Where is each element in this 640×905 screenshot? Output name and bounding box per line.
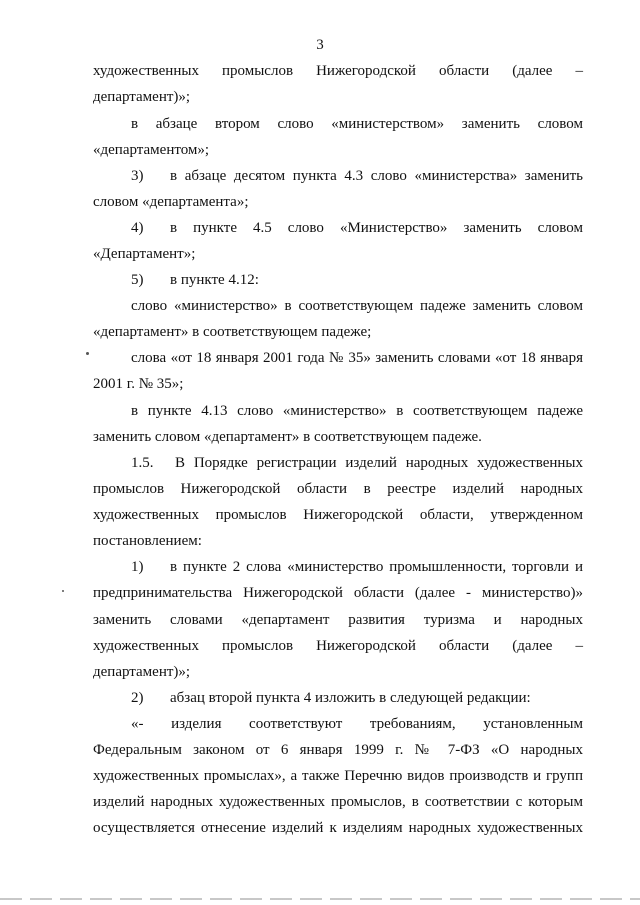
text-line: художественных промыслов Нижегородской области, утвержденном (93, 507, 583, 523)
page-number: 3 (316, 37, 324, 53)
text-line: предпринимательства Нижегородской области (далее - министерство)» (93, 585, 583, 601)
list-marker: 5) (131, 272, 144, 288)
text-line: департамент)»; (93, 89, 191, 105)
text-line: изделий народных художественных промыслов, в соответствии с которым (93, 794, 583, 810)
text-line: постановлением: (93, 533, 202, 549)
text-line: в абзаце десятом пункта 4.3 слово «министерства» заменить (170, 168, 583, 184)
text-line: В Порядке регистрации изделий народных художественных (175, 455, 583, 471)
text-line: художественных промыслов Нижегородской области (далее – (93, 638, 583, 654)
text-line: промыслов Нижегородской области в реестре изделий народных (93, 481, 583, 497)
text-line: словом «департамента»; (93, 194, 249, 210)
list-marker: 1) (131, 559, 144, 575)
list-marker: 2) (131, 690, 144, 706)
text-line: в абзаце втором слово «министерством» заменить словом (131, 116, 583, 132)
text-line: Федеральным законом от 6 января 1999 г. № 7-ФЗ «О народных (93, 742, 583, 758)
text-line: художественных промыслов Нижегородской области (далее – (93, 63, 583, 79)
text-line: в пункте 4.13 слово «министерство» в соответствующем падеже (131, 403, 583, 419)
text-line: в пункте 4.5 слово «Министерство» заменить словом (170, 220, 583, 236)
text-line: абзац второй пункта 4 изложить в следующей редакции: (170, 690, 531, 706)
text-line: слово «министерство» в соответствующем падеже заменить словом (131, 298, 583, 314)
text-line: «Департамент»; (93, 246, 196, 262)
text-line: заменить словами «департамент развития туризма и народных (93, 612, 583, 628)
text-line: департамент)»; (93, 664, 191, 680)
scan-edge-artifact (0, 898, 640, 900)
section-number: 1.5. (131, 455, 154, 471)
text-line: художественных промыслах», а также Перечню видов производств и групп (93, 768, 583, 784)
text-line: в пункте 2 слова «министерство промышленности, торговли и (170, 559, 583, 575)
list-marker: 3) (131, 168, 144, 184)
text-line: «- изделия соответствуют требованиям, установленным (131, 716, 583, 732)
text-line: «департаментом»; (93, 142, 210, 158)
scan-speck (86, 352, 89, 355)
text-line: 2001 г. № 35»; (93, 376, 184, 392)
text-line: слова «от 18 января 2001 года № 35» заменить словами «от 18 января (131, 350, 583, 366)
text-line: в пункте 4.12: (170, 272, 259, 288)
text-line: осуществляется отнесение изделий к изделиям народных художественных (93, 820, 583, 836)
text-line: заменить словом «департамент» в соответствующем падеже. (93, 429, 482, 445)
scan-speck (62, 590, 64, 592)
text-line: «департамент» в соответствующем падеже; (93, 324, 372, 340)
list-marker: 4) (131, 220, 144, 236)
